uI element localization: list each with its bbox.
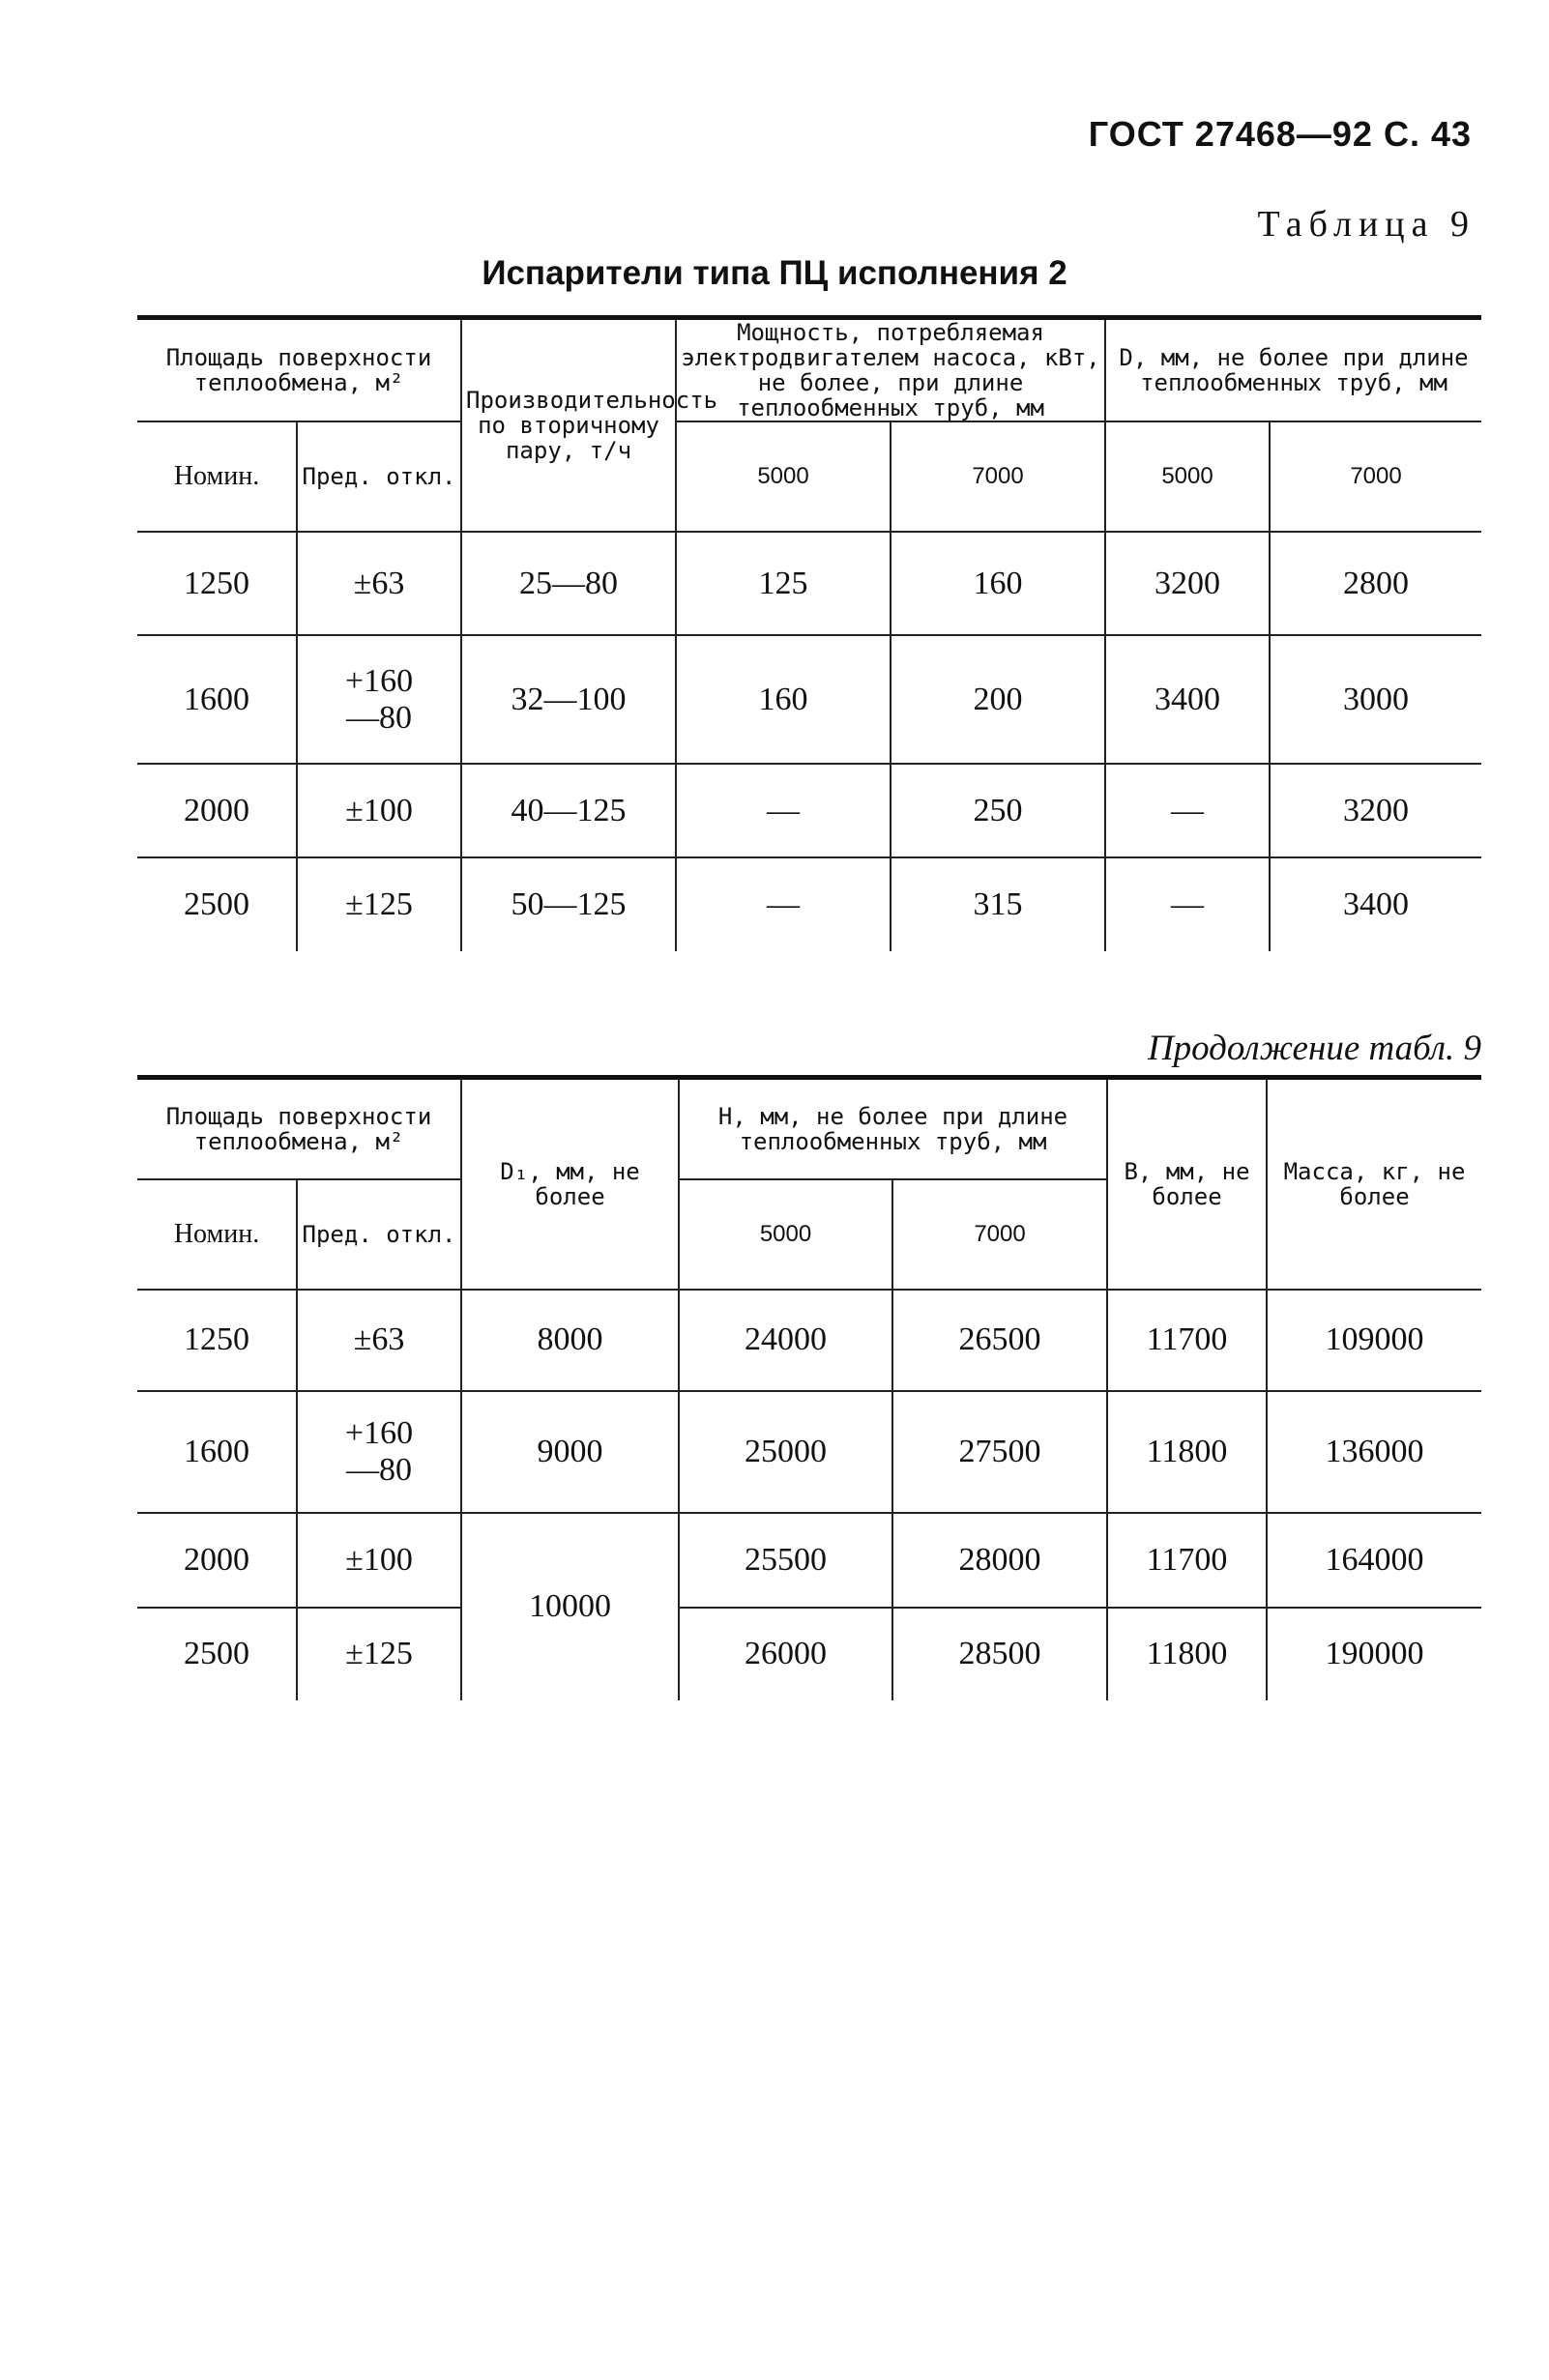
cell-dev: [297, 764, 461, 857]
header-nom: Номин.: [137, 1179, 297, 1290]
evaporator-table: [137, 315, 1481, 951]
cell-power-7000: 200: [891, 635, 1105, 764]
table-title: Испарители типа ПЦ исполнения 2: [482, 254, 1067, 292]
dev-line: ±100: [345, 1541, 413, 1578]
table-row: [137, 1608, 1481, 1700]
table-row: [137, 764, 1481, 857]
page-header: ГОСТ 27468—92 С. 43: [1088, 114, 1472, 154]
table-row: [137, 1290, 1481, 1391]
cell-nom: 2500: [137, 1608, 297, 1700]
header-d-7000: 7000: [1270, 421, 1481, 532]
table-row: [137, 1513, 1481, 1608]
cell-h-7000: 27500: [892, 1391, 1107, 1513]
cell-h-5000: 26000: [679, 1608, 892, 1700]
cell-mass: 109000: [1267, 1290, 1481, 1391]
header-capacity: Производительность по вторичному пару, т/ч: [461, 318, 676, 533]
table-row: [137, 1391, 1481, 1513]
cell-nom: 2000: [137, 764, 297, 857]
cell-dev: [297, 635, 461, 764]
cell-dev: [297, 532, 461, 635]
continuation-label: Продолжение табл. 9: [1147, 1029, 1481, 1068]
dev-line: ±63: [353, 565, 405, 601]
dev-line: +160: [344, 662, 414, 699]
cell-h-5000: 24000: [679, 1290, 892, 1391]
cell-power-5000: 160: [676, 635, 891, 764]
cell-capacity: 32—100: [461, 635, 676, 764]
cell-b: 11700: [1107, 1290, 1267, 1391]
cell-mass: 190000: [1267, 1608, 1481, 1700]
cell-nom: 1250: [137, 1290, 297, 1391]
cell-d1: 9000: [461, 1391, 679, 1513]
dev-line: +160: [344, 1414, 414, 1451]
cell-nom: 1600: [137, 635, 297, 764]
cell-d-5000: 3400: [1105, 635, 1270, 764]
dev-line: ±100: [345, 792, 413, 828]
cell-d-7000: 3000: [1270, 635, 1481, 764]
dev-line: ±63: [353, 1321, 405, 1357]
header-h-5000: 5000: [679, 1179, 892, 1290]
cell-nom: 2000: [137, 1513, 297, 1608]
cell-capacity: 40—125: [461, 764, 676, 857]
cell-d-5000: 3200: [1105, 532, 1270, 635]
cell-h-7000: 28000: [892, 1513, 1107, 1608]
cell-power-7000: 160: [891, 532, 1105, 635]
table-row: [137, 635, 1481, 764]
cell-h-7000: 26500: [892, 1290, 1107, 1391]
header-dev: Пред. откл.: [297, 421, 461, 532]
header-d-5000: 5000: [1105, 421, 1270, 532]
cell-dev: [297, 1608, 461, 1700]
header-dev: Пред. откл.: [297, 1179, 461, 1290]
header-h-7000: 7000: [892, 1179, 1107, 1290]
cell-power-5000: —: [676, 764, 891, 857]
cell-d-5000: —: [1105, 764, 1270, 857]
dev-line: —80: [346, 1451, 412, 1488]
header-h: H, мм, не более при длине теплообменных труб, мм: [679, 1078, 1107, 1179]
cell-capacity: 50—125: [461, 857, 676, 951]
header-area: Площадь поверхности теплообмена, м²: [137, 318, 461, 422]
cell-h-7000: 28500: [892, 1608, 1107, 1700]
cell-d-7000: 3200: [1270, 764, 1481, 857]
table-row: [137, 532, 1481, 635]
cell-power-5000: —: [676, 857, 891, 951]
cell-nom: 1600: [137, 1391, 297, 1513]
table-label: Таблица 9: [1257, 204, 1476, 245]
cell-dev: [297, 1290, 461, 1391]
evaporator-table-continuation: [137, 1075, 1481, 1700]
header-mass: Масса, кг, не более: [1267, 1078, 1481, 1290]
cell-capacity: 25—80: [461, 532, 676, 635]
cell-b: 11800: [1107, 1608, 1267, 1700]
header-d: D, мм, не более при длине теплообменных труб, мм: [1105, 318, 1481, 422]
cell-b: 11700: [1107, 1513, 1267, 1608]
dev-line: ±125: [345, 886, 413, 922]
cell-d-7000: 3400: [1270, 857, 1481, 951]
cell-d1-merged: 10000: [461, 1513, 679, 1700]
header-nom: Номин.: [137, 421, 297, 532]
cell-nom: 1250: [137, 532, 297, 635]
cell-nom: 2500: [137, 857, 297, 951]
cell-dev: [297, 857, 461, 951]
cell-h-5000: 25000: [679, 1391, 892, 1513]
cell-power-5000: 125: [676, 532, 891, 635]
header-power-7000: 7000: [891, 421, 1105, 532]
cell-b: 11800: [1107, 1391, 1267, 1513]
cell-h-5000: 25500: [679, 1513, 892, 1608]
header-area: Площадь поверхности теплообмена, м²: [137, 1078, 461, 1179]
header-b: B, мм, не более: [1107, 1078, 1267, 1290]
dev-line: —80: [346, 699, 412, 736]
cell-mass: 136000: [1267, 1391, 1481, 1513]
table-row: [137, 857, 1481, 951]
header-d1: D₁, мм, не более: [461, 1078, 679, 1290]
header-power-5000: 5000: [676, 421, 891, 532]
cell-power-7000: 315: [891, 857, 1105, 951]
cell-dev: [297, 1513, 461, 1608]
cell-d-5000: —: [1105, 857, 1270, 951]
cell-power-7000: 250: [891, 764, 1105, 857]
header-power: Мощность, потребляемая электродвигателем насоса, кВт, не более, при длине теплообменных труб, мм: [676, 318, 1105, 422]
cell-mass: 164000: [1267, 1513, 1481, 1608]
cell-dev: [297, 1391, 461, 1513]
cell-d-7000: 2800: [1270, 532, 1481, 635]
dev-line: ±125: [345, 1636, 413, 1671]
cell-d1: 8000: [461, 1290, 679, 1391]
